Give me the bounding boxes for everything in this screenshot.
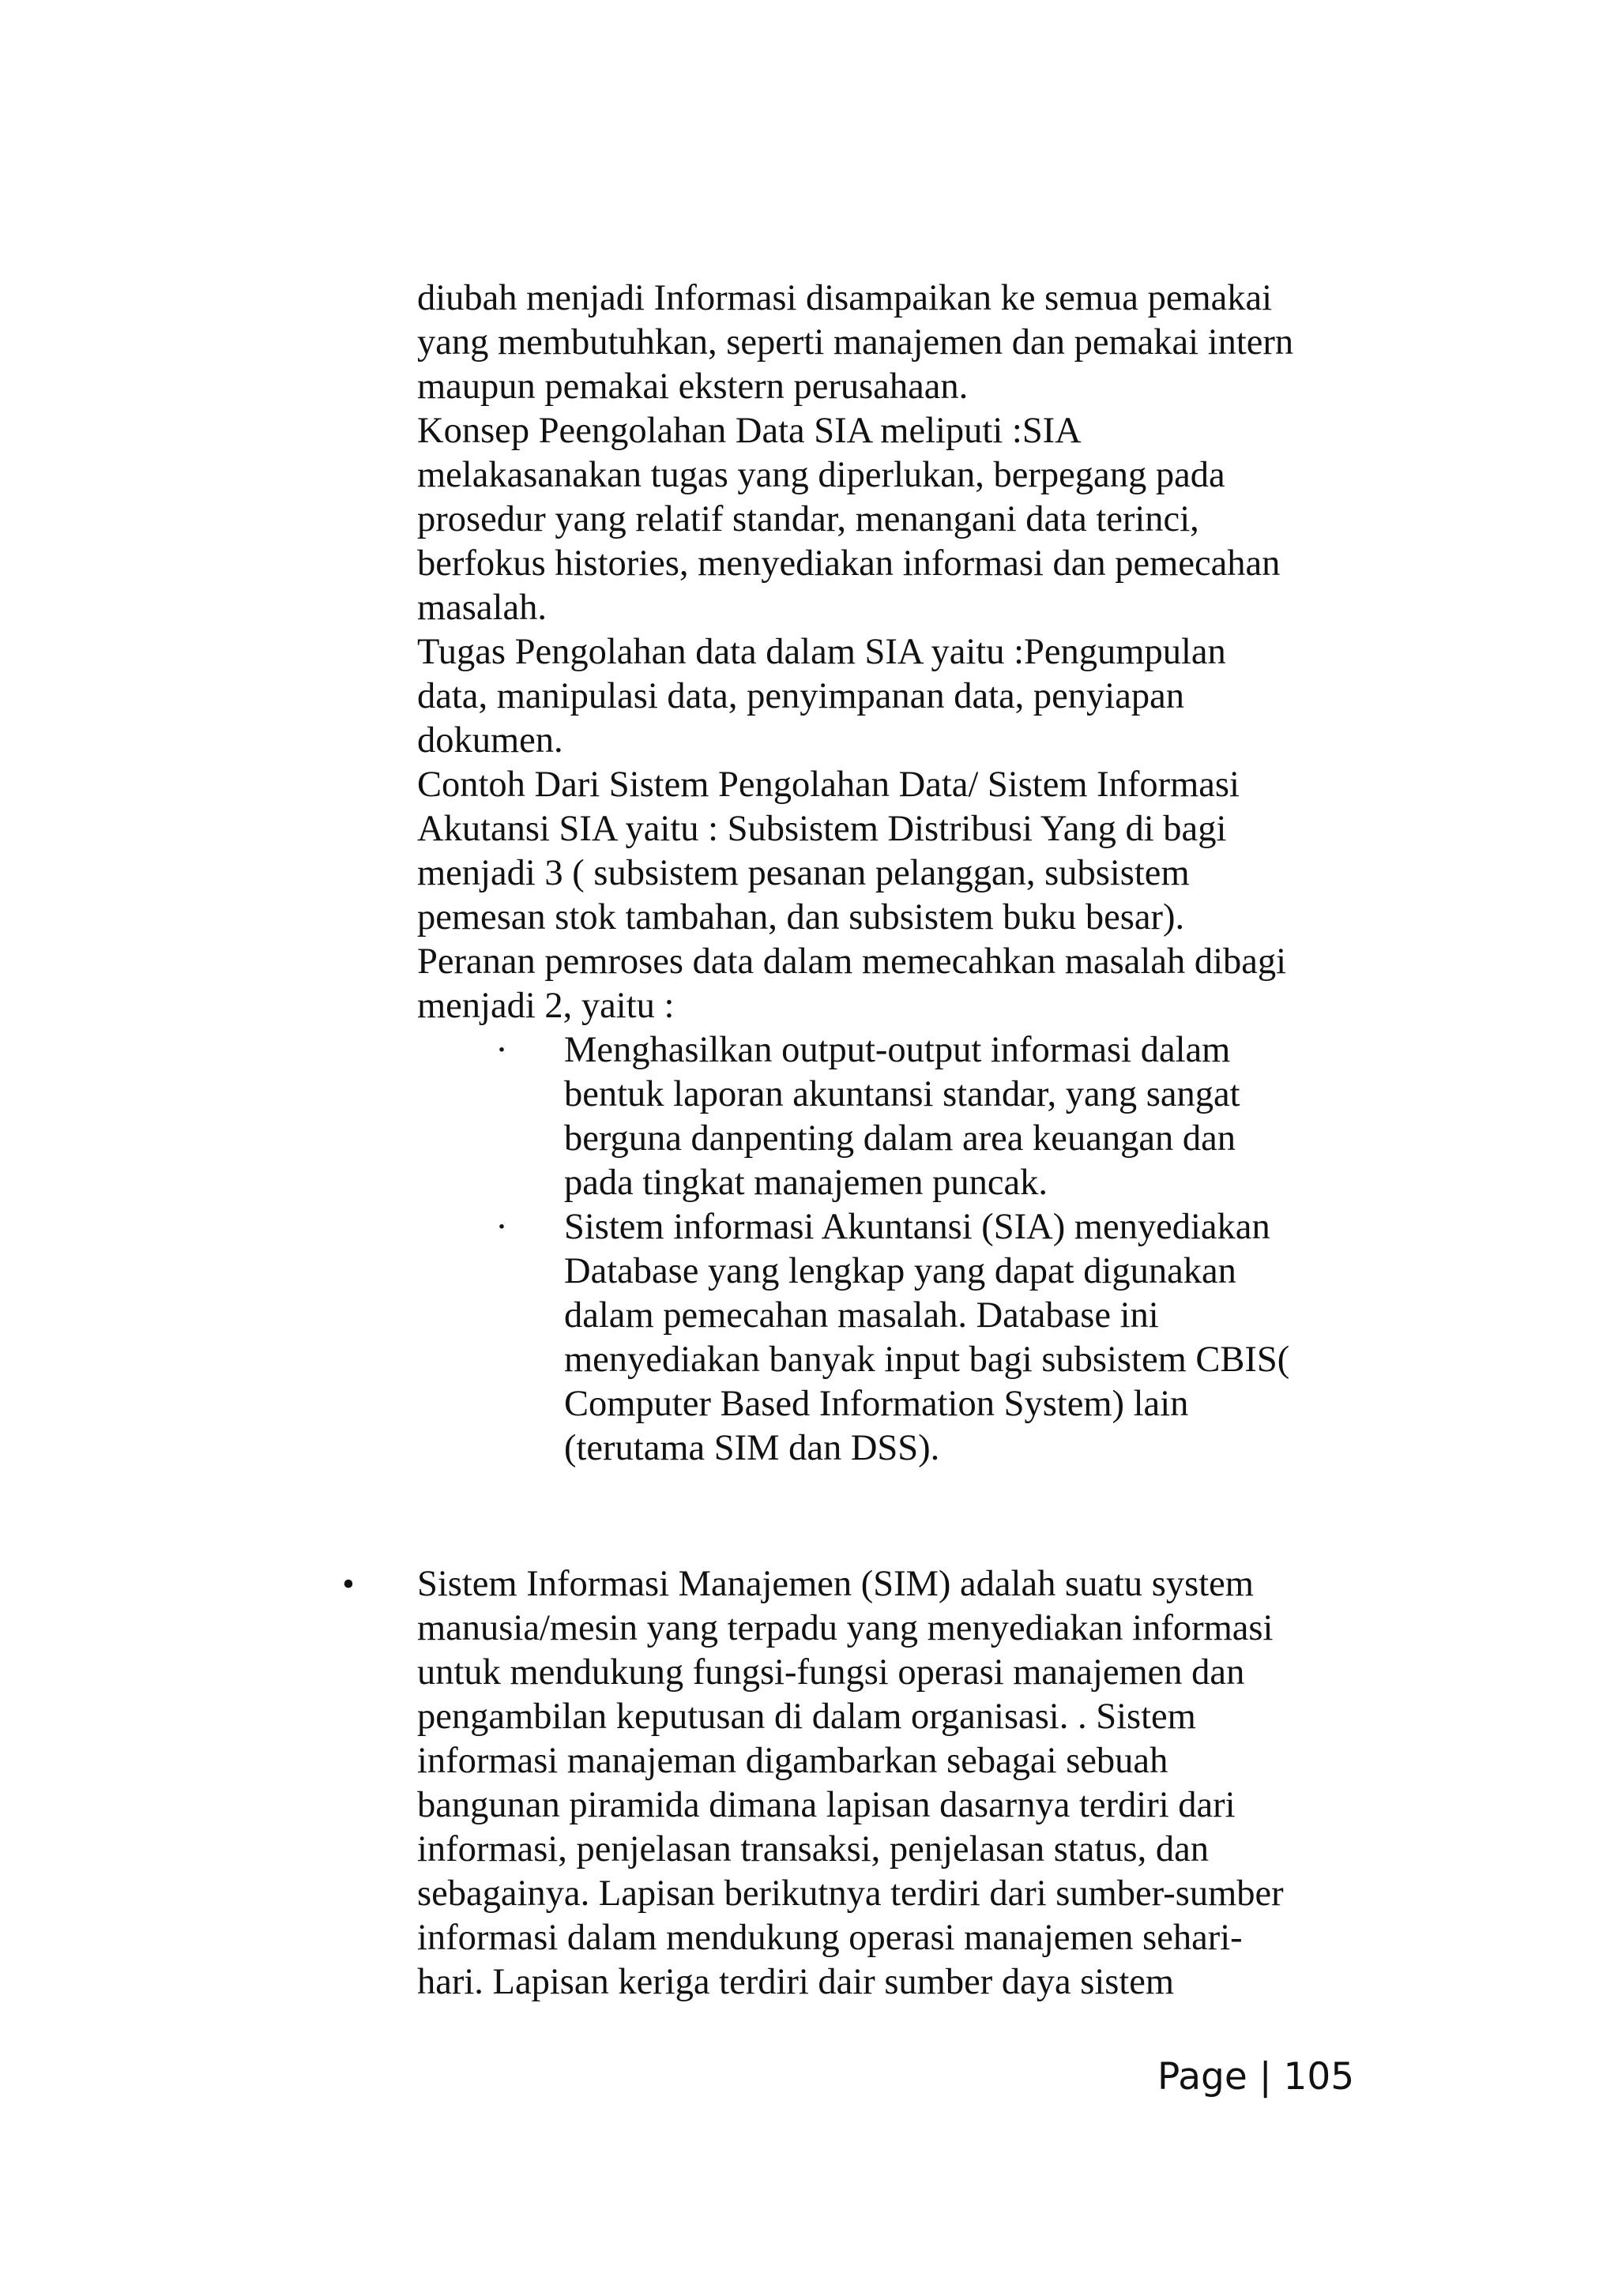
- text-line: Sistem Informasi Manajemen (SIM) adalah suatu system: [417, 1564, 1254, 1604]
- text-line: Sistem informasi Akuntansi (SIA) menyediakan: [564, 1207, 1270, 1247]
- text-line: (terutama SIM dan DSS).: [564, 1428, 940, 1468]
- text-line: berguna danpenting dalam area keuangan dan: [564, 1118, 1236, 1159]
- bullet-marker: ·: [495, 1207, 508, 1247]
- main-bullet-item: [342, 1562, 1365, 2005]
- text-line: bentuk laporan akuntansi standar, yang sangat: [564, 1074, 1240, 1114]
- text-line: Konsep Peengolahan Data SIA meliputi :SIA: [417, 411, 1082, 451]
- text-line: menjadi 3 ( subsistem pesanan pelanggan, subsistem: [417, 853, 1190, 893]
- paragraph: [417, 940, 1365, 1028]
- text-line: Menghasilkan output-output informasi dalam: [564, 1030, 1231, 1070]
- text-line: bangunan piramida dimana lapisan dasarnya terdiri dari: [417, 1785, 1236, 1825]
- text-line: untuk mendukung fungsi-fungsi operasi manajemen dan: [417, 1652, 1245, 1693]
- text-line: diubah menjadi Informasi disampaikan ke semua pemakai: [417, 278, 1273, 318]
- text-line: data, manipulasi data, penyimpanan data, penyiapan: [417, 676, 1184, 716]
- text-line: Peranan pemroses data dalam memecahkan masalah dibagi: [417, 941, 1287, 982]
- text-line: dalam pemecahan masalah. Database ini: [564, 1295, 1159, 1336]
- list-item: [417, 1205, 1365, 1471]
- paragraph: [417, 276, 1365, 409]
- text-line: pengambilan keputusan di dalam organisasi. . Sistem: [417, 1697, 1196, 1737]
- text-line: dokumen.: [417, 720, 563, 761]
- paragraph: [417, 409, 1365, 630]
- text-line: yang membutuhkan, seperti manajemen dan pemakai intern: [417, 322, 1294, 363]
- text-line: berfokus histories, menyediakan informasi dan pemecahan: [417, 543, 1281, 584]
- text-line: menjadi 2, yaitu :: [417, 986, 675, 1026]
- bullet-marker: ·: [495, 1030, 508, 1070]
- text-line: Database yang lengkap yang dapat digunakan: [564, 1251, 1236, 1291]
- text-line: menyediakan banyak input bagi subsistem CBIS(: [564, 1340, 1290, 1380]
- paragraph: [417, 630, 1365, 763]
- bullet-marker: •: [342, 1565, 355, 1603]
- body-text: [417, 276, 1365, 1471]
- text-line: informasi manajeman digambarkan sebagai sebuah: [417, 1741, 1168, 1781]
- text-line: maupun pemakai ekstern perusahaan.: [417, 366, 969, 407]
- text-line: sebagainya. Lapisan berikutnya terdiri dari sumber-sumber: [417, 1873, 1284, 1914]
- text-line: masalah.: [417, 588, 547, 628]
- text-line: pemesan stok tambahan, dan subsistem buku besar).: [417, 897, 1185, 938]
- text-line: informasi dalam mendukung operasi manajemen sehari-: [417, 1918, 1243, 1958]
- text-line: manusia/mesin yang terpadu yang menyediakan informasi: [417, 1608, 1274, 1648]
- text-line: melakasanakan tugas yang diperlukan, berpegang pada: [417, 455, 1225, 495]
- text-line: pada tingkat manajemen puncak.: [564, 1163, 1048, 1203]
- text-line: Contoh Dari Sistem Pengolahan Data/ Sistem Informasi: [417, 765, 1240, 805]
- list-item: [417, 1028, 1365, 1205]
- paragraph: [417, 763, 1365, 940]
- page-number: Page | 105: [1157, 2055, 1355, 2099]
- text-line: hari. Lapisan keriga terdiri dair sumber daya sistem: [417, 1962, 1175, 2002]
- text-line: Akutansi SIA yaitu : Subsistem Distribusi Yang di bagi: [417, 809, 1227, 849]
- text-line: prosedur yang relatif standar, menangani data terinci,: [417, 499, 1199, 539]
- text-line: informasi, penjelasan transaksi, penjelasan status, dan: [417, 1829, 1210, 1869]
- text-line: Computer Based Information System) lain: [564, 1384, 1189, 1424]
- text-line: Tugas Pengolahan data dalam SIA yaitu :Pengumpulan: [417, 632, 1226, 672]
- sub-bullet-list: [417, 1028, 1365, 1471]
